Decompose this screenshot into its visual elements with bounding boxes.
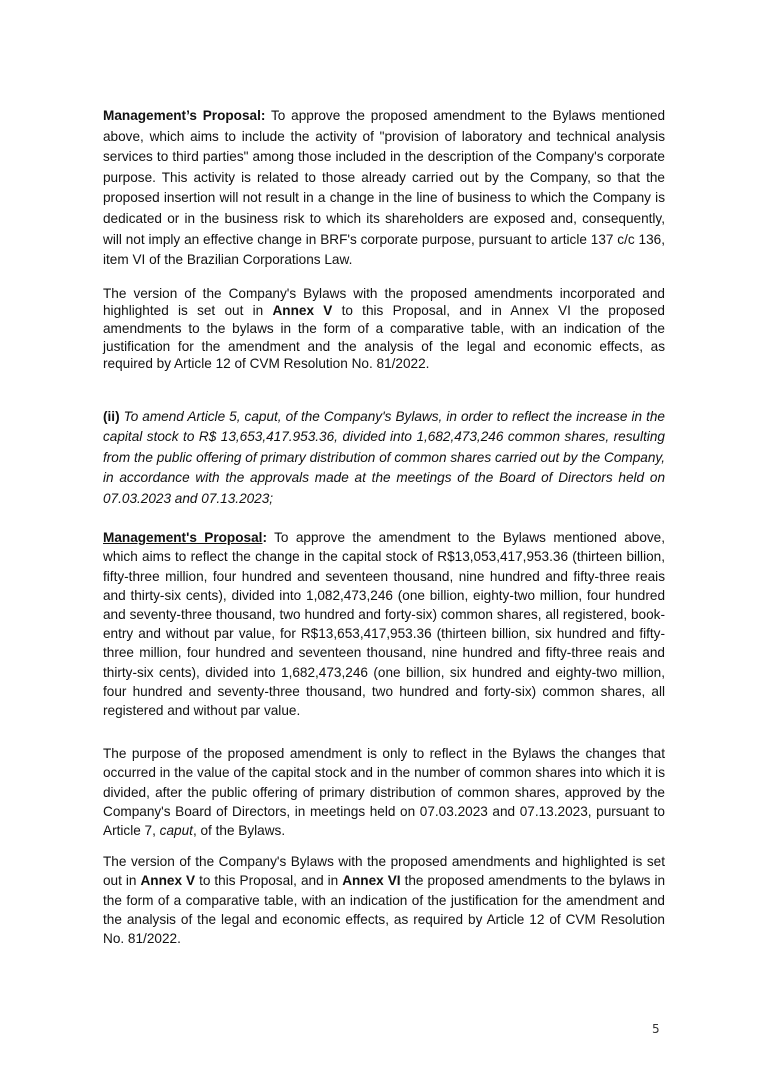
proposal-label: Management's Proposal: [103, 530, 263, 546]
management-proposal-paragraph-1: [103, 106, 665, 271]
proposal-text: To approve the amendment to the Bylaws mentioned above, which aims to reflect the change in the capital stock of R$13,053,417,953.36 (thirteen billion, fifty-three million, four hundred and seventeen thousand, nine hundred and fifty-three reais and thirty-six cents), divided into 1,082,473,246 (one billion, eighty-two million, four hundred and seventy-three thousand, two hundred and forty-six) common shares, all registered, book-entry and without par value, for R$13,653,417,953.36 (thirteen billion, six hundred and fifty-three million, four hundred and seventeen thousand, nine hundred and fifty-three reais and thirty-six cents), divided into 1,682,473,246 (one billion, six hundred and eighty-two million, four hundred and seventy-three thousand, two hundred and forty-six) common shares, all registered and without par value.: [103, 530, 666, 719]
paragraph-text: The version of the Company's Bylaws with the proposed amendments and highlighted is set out in: [103, 854, 665, 889]
paragraph-text: , of the Bylaws.: [192, 823, 286, 839]
annex-v-reference: Annex V: [140, 873, 196, 889]
item-ii-paragraph: [103, 407, 665, 510]
paragraph-text: the proposed amendments to the bylaws in the form of a comparative table, with an indication of the justification for the amendment and the analysis of the legal and economic effects, as required by Article 12 of CVM Resolution No. 81/2022.: [103, 873, 666, 947]
item-text: To amend Article 5, caput, of the Company's Bylaws, in order to reflect the increase in the capital stock to R$ 13,653,417.953.36, divided into 1,682,473,246 common shares, resulting from the public offering of primary distribution of common shares carried out by the Company, in accordance with the approvals made at the meetings of the Board of Directors held on 07.03.2023 and 07.13.2023;: [103, 408, 665, 506]
page-number: 5: [652, 1022, 660, 1036]
annex-vi-reference: Annex VI: [342, 873, 401, 889]
annex-v-reference: Annex V: [272, 303, 333, 319]
item-number: (ii): [103, 408, 120, 424]
purpose-paragraph: [103, 744, 665, 840]
paragraph-text: to this Proposal, and in: [195, 873, 343, 889]
paragraph-text: The version of the Company's Bylaws with the proposed amendments incorporated and highlighted is set out in: [103, 285, 665, 319]
proposal-text: To approve the proposed amendment to the Bylaws mentioned above, which aims to include the activity of "provision of laboratory and technical analysis services to third parties" among those included in the description of the Company's corporate purpose. This activity is related to those already carried out by the Company, so that the proposed insertion will not result in a change in the line of business to which the Company is dedicated or in the business risk to which its shareholders are exposed and, consequently, will not imply an effective change in BRF's corporate purpose, pursuant to article 137 c/c 136, item VI of the Brazilian Corporations Law.: [103, 108, 666, 268]
label-colon: :: [262, 530, 267, 546]
bylaws-version-paragraph-2: [103, 852, 665, 948]
proposal-label: Management’s Proposal:: [103, 108, 266, 123]
management-proposal-paragraph-2: [103, 528, 665, 720]
paragraph-text: The purpose of the proposed amendment is only to reflect in the Bylaws the changes that occurred in the value of the capital stock and in the number of common shares into which it is divided, after the public offering of primary distribution of common shares, approved by the Company's Board of Directors, in meetings held on 07.03.2023 and 07.13.2023, pursuant to Article 7,: [103, 746, 665, 839]
caput-term: caput: [159, 823, 193, 839]
bylaws-version-paragraph-1: [103, 285, 665, 373]
paragraph-text: to this Proposal, and in Annex VI the proposed amendments to the bylaws in the form of a comparative table, with an indication of the justification for the amendment and the analysis of the legal and economic effects, as required by Article 12 of CVM Resolution No. 81/2022.: [103, 303, 665, 372]
